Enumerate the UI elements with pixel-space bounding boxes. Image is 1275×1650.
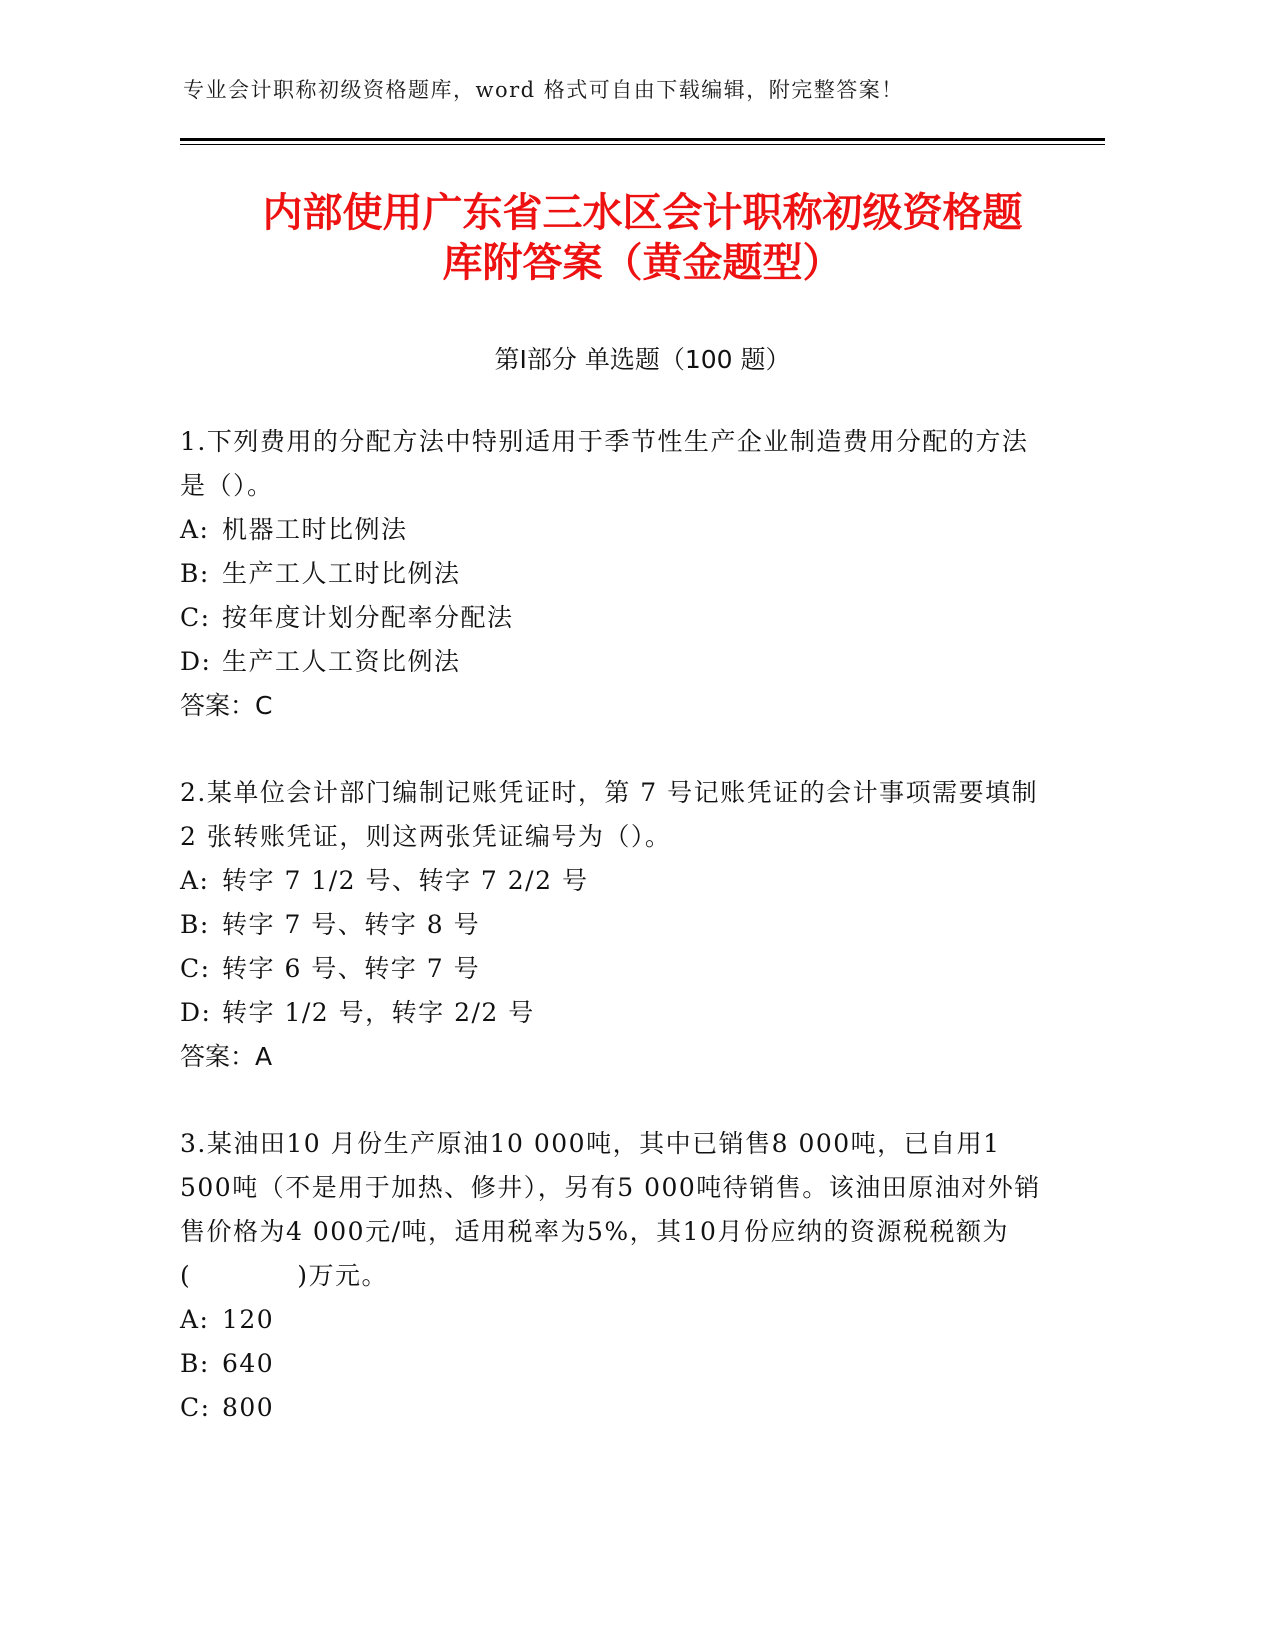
question-stem: 1.下列费用的分配方法中特别适用于季节性生产企业制造费用分配的方法是（）。 xyxy=(180,427,1029,500)
header-note: 专业会计职称初级资格题库，word 格式可自由下载编辑，附完整答案！ xyxy=(183,78,904,102)
option-a xyxy=(180,508,1050,552)
option-text: 转字 6 号、转字 7 号 xyxy=(222,954,481,983)
option-c xyxy=(180,947,1050,991)
answer: 答案：C xyxy=(180,691,273,720)
question-1 xyxy=(180,420,1050,728)
question-3 xyxy=(180,1122,1050,1430)
option-a xyxy=(180,1298,1050,1342)
option-letter: B: xyxy=(180,1349,210,1378)
option-letter: D: xyxy=(180,998,212,1027)
option-text: 转字 1/2 号，转字 2/2 号 xyxy=(222,998,535,1027)
option-text: 120 xyxy=(222,1305,275,1334)
option-text: 转字 7 号、转字 8 号 xyxy=(222,910,481,939)
option-text: 机器工时比例法 xyxy=(222,515,408,544)
option-letter: C: xyxy=(180,954,211,983)
option-letter: C: xyxy=(180,1393,211,1422)
option-text: 生产工人工资比例法 xyxy=(222,647,461,676)
question-stem: 3.某油田10 月份生产原油10 000吨，其中已销售8 000吨，已自用1 500吨（不是用于加热、修井），另有5 000吨待销售。该油田原油对外销售价格为4 000元/吨，适用税率为5%，其10月份应纳的资源税税额为( )万元。 xyxy=(180,1129,1041,1290)
header-divider-thin xyxy=(180,144,1105,145)
option-text: 800 xyxy=(222,1393,275,1422)
option-b xyxy=(180,1342,1050,1386)
option-text: 转字 7 1/2 号、转字 7 2/2 号 xyxy=(222,866,589,895)
option-b xyxy=(180,903,1050,947)
option-d xyxy=(180,640,1050,684)
option-letter: C: xyxy=(180,603,211,632)
option-letter: D: xyxy=(180,647,212,676)
question-stem: 2.某单位会计部门编制记账凭证时，第 7 号记账凭证的会计事项需要填制 2 张转账凭证，则这两张凭证编号为（）。 xyxy=(180,778,1039,851)
document-title-line-2: 库附答案（黄金题型） xyxy=(442,240,843,286)
option-letter: A: xyxy=(180,866,210,895)
option-c xyxy=(180,1386,1050,1430)
option-text: 生产工人工时比例法 xyxy=(222,559,461,588)
option-letter: B: xyxy=(180,559,210,588)
option-c xyxy=(180,596,1050,640)
question-list xyxy=(180,420,1050,1473)
option-a xyxy=(180,859,1050,903)
option-letter: A: xyxy=(180,1305,210,1334)
section-heading: 第Ⅰ部分 单选题（100 题） xyxy=(494,345,791,374)
option-letter: A: xyxy=(180,515,210,544)
question-2 xyxy=(180,771,1050,1079)
option-d xyxy=(180,991,1050,1035)
document-title xyxy=(180,188,1105,288)
option-text: 按年度计划分配率分配法 xyxy=(222,603,514,632)
document-title-line-1: 内部使用广东省三水区会计职称初级资格题 xyxy=(262,190,1023,236)
option-text: 640 xyxy=(222,1349,275,1378)
header-divider-thick xyxy=(180,138,1105,141)
option-letter: B: xyxy=(180,910,210,939)
option-b xyxy=(180,552,1050,596)
answer: 答案：A xyxy=(180,1042,273,1071)
